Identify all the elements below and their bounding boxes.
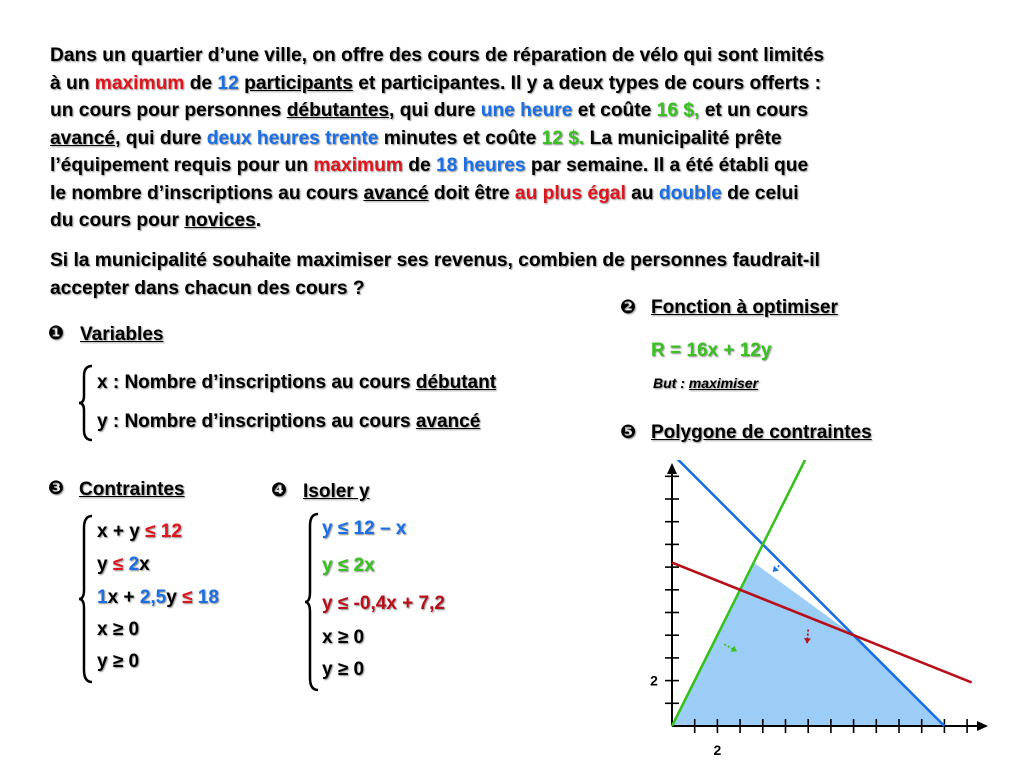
intro-line-1: Dans un quartier d’une ville, on offre des cours de réparation de vélo qui sont limités [50,45,825,66]
section-1-number: ❶ [48,323,65,344]
problem-statement [50,42,990,235]
section-1-title: Variables [80,324,164,345]
question-line-1: Si la municipalité souhaite maximiser ses revenus, combien de personnes faudrait-il [50,250,820,271]
intro-line-7: du cours pour novices. [50,210,262,231]
isolated-brace [304,512,320,692]
objective-function: R = 16x + 12y [651,340,772,361]
section-2-number: ❷ [620,297,637,318]
intro-line-5: l’équipement requis pour un maximum de 18 heures par semaine. Il a été établi que [50,155,809,176]
section-4-title: Isoler y [303,481,370,502]
isolated-5: y ≥ 0 [322,659,365,680]
intro-line-3: un cours pour personnes débutantes, qui dure une heure et coûte 16 $, et un cours [50,100,809,121]
question-line-2: accepter dans chacun des cours ? [50,277,365,299]
constraint-1: x + y ≤ 12 [97,521,182,542]
constraint-5: y ≥ 0 [97,651,140,672]
variable-x-definition: x : Nombre d’inscriptions au cours débutant [97,372,497,393]
x-axis-tick-label: 2 [713,742,722,758]
isolated-2: y ≤ 2x [322,555,375,576]
objective-goal: But : maximiser [653,375,759,391]
intro-line-4: avancé, qui dure deux heures trente minutes et coûte 12 $. La municipalité prête [50,127,782,149]
isolated-3: y ≤ -0,4x + 7,2 [322,593,445,614]
section-5-number: ❺ [620,422,637,443]
intro-line-6: le nombre d’inscriptions au cours avancé doit être au plus égal au double de celui [50,182,799,204]
section-5-title: Polygone de contraintes [651,422,872,443]
x-axis-arrow [977,721,988,731]
variable-y-definition: y : Nombre d’inscriptions au cours avancé [97,411,481,432]
isolated-1: y ≤ 12 – x [322,518,407,539]
intro-line-2: à un maximum de 12 participants et participantes. Il y a deux types de cours offerts : [50,72,821,94]
constraint-3: 1x + 2,5y ≤ 18 [97,587,219,608]
y-axis-arrow [667,463,677,474]
section-3-number: ❸ [48,478,65,499]
constraint-4: x ≥ 0 [97,619,140,640]
variables-brace [78,364,94,442]
constraint-polygon-graph [620,460,990,765]
section-3-title: Contraintes [79,479,185,500]
section-4-number: ❹ [271,480,288,501]
y-axis-tick-label: 2 [650,672,658,689]
question [50,247,990,302]
constraints-brace [78,514,94,684]
isolated-4: x ≥ 0 [322,627,365,648]
constraint-2: y ≤ 2x [97,554,150,575]
section-2-title: Fonction à optimiser [651,297,838,318]
